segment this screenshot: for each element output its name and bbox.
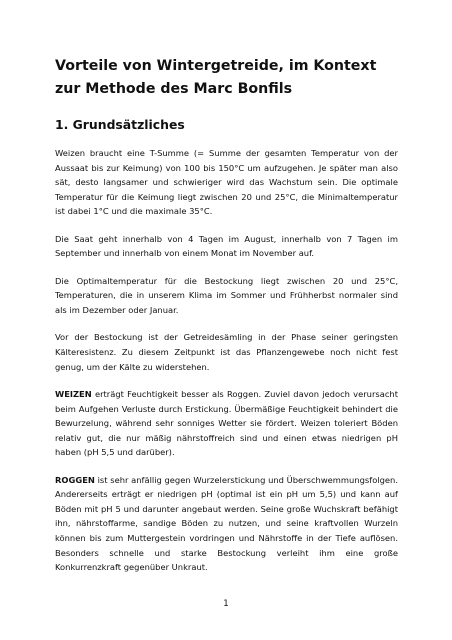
section-heading: 1. Grundsätzliches <box>55 117 185 132</box>
paragraph-roggen <box>55 473 398 575</box>
document-page <box>55 55 398 588</box>
paragraph-kaelteresistenz: Vor der Bestockung ist der Getreidesämling in der Phase seiner geringsten Kälteresistenz. Zu diesem Zeitpunkt ist das Pflanzengewebe noch nicht fest genug, um der Kälte zu widerstehen. <box>55 332 398 372</box>
paragraph-weizen <box>55 387 398 460</box>
paragraph-bestockung: Die Optimaltemperatur für die Bestockung liegt zwischen 20 und 25°C, Temperaturen, die in unserem Klima im Sommer und Frühherbst normaler sind als im Dezember oder Januar. <box>55 275 398 315</box>
roggen-keyword: ROGGEN <box>55 474 95 485</box>
weizen-text: erträgt Feuchtigkeit besser als Roggen. Zuviel davon jedoch verursacht beim Aufgehen Verluste durch Erstickung. Übermäßige Feuchtigkeit behindert die Bewurzelung, während sehr sonniges Wetter sie fördert. Weizen toleriert Böden relativ gut, die nur mäßig nährstoffreich sind und einen etwas niedrigen pH haben (pH 5,5 und darüber). <box>55 388 398 458</box>
document-title: Vorteile von Wintergetreide, im Kontext zur Methode des Marc Bonfils <box>55 58 377 97</box>
page-number: 1 <box>223 599 229 609</box>
paragraph-t-summe: Weizen braucht eine T-Summe (= Summe der gesamten Temperatur von der Aussaat bis zur Keimung) von 100 bis 150°C um aufzugehen. Je später man also sät, desto langsamer und schwieriger wird das Wachstum sein. Die optimale Temperatur für die Keimung liegt zwischen 20 und 25°C, die Minimaltemperatur ist dabei 1°C und die maximale 35°C. <box>55 148 398 217</box>
paragraph-saat: Die Saat geht innerhalb von 4 Tagen im August, innerhalb von 7 Tagen im September und innerhalb von einem Monat im November auf. <box>55 233 398 259</box>
roggen-text: ist sehr anfällig gegen Wurzelerstickung und Überschwemmungsfolgen. Andererseits erträgt er niedrigen pH (optimal ist ein pH um 5,5) und kann auf Böden mit pH 5 und darunter angebaut werden. Seine große Wuchskraft befähigt ihn, nährstoffarme, sandige Böden zu nutzen, und seine kraftvollen Wurzeln können bis zum Muttergestein vordringen und Nährstoffe in der Tiefe auflösen. Besonders schnelle und starke Bestockung verleiht ihm eine große Konkurrenzkraft gegenüber Unkraut. <box>55 474 398 573</box>
weizen-keyword: WEIZEN <box>55 388 92 399</box>
